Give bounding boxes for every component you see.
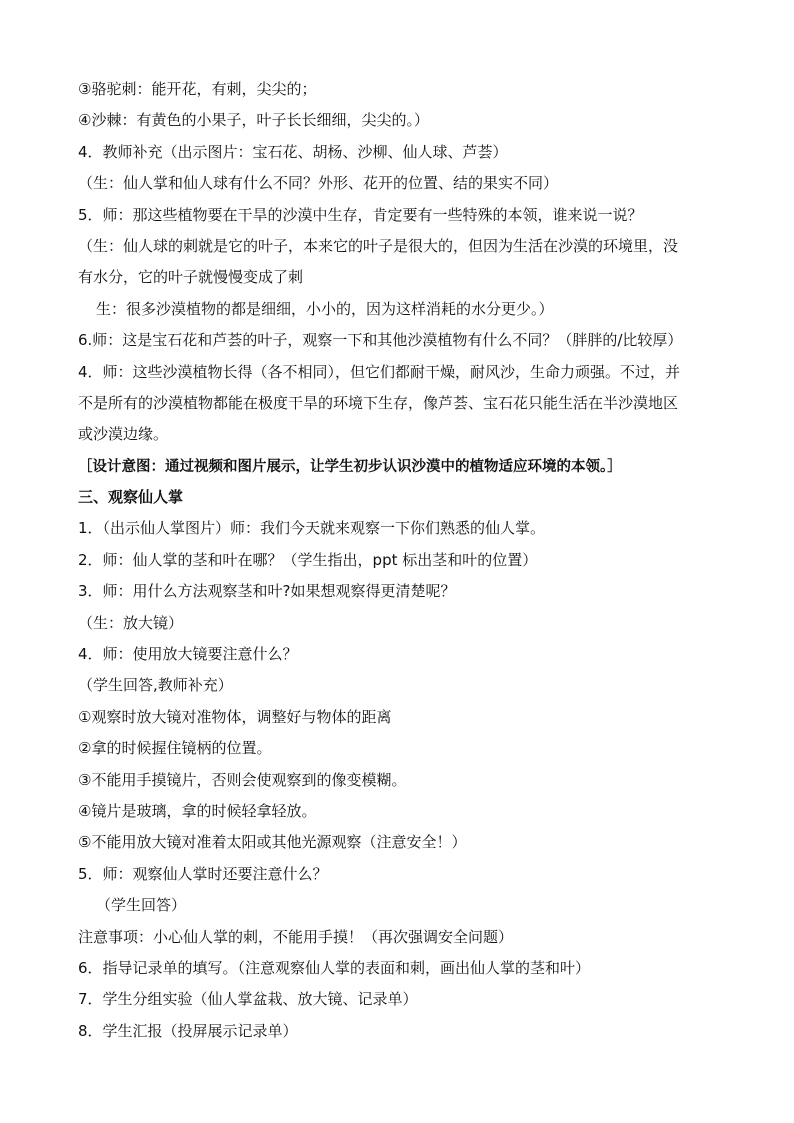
document-body [78,74,718,1047]
text-line: ③骆驼刺：能开花，有刺，尖尖的； [78,80,317,98]
text-line: 3．师：用什么方法观察茎和叶?如果想观察得更清楚呢？ [78,582,456,601]
text-line: 6.师：这是宝石花和芦荟的叶子，观察一下和其他沙漠植物有什么不同？（胖胖的/比较厚） [78,331,683,350]
section-heading: 三、观察仙人掌 [78,488,184,507]
text-line: ③不能用手摸镜片，否则会使观察到的像变模糊。 [78,770,407,789]
text-line: （生：仙人球的刺就是它的叶子，本来它的叶子是很大的，但因为生活在沙漠的环境里，没 [78,236,679,255]
text-line: ②拿的时候握住镜柄的位置。 [78,739,272,758]
text-line: 4．师：使用放大镜要注意什么？ [78,645,298,664]
text-line: 7．学生分组实验（仙人掌盆栽、放大镜、记录单） [78,990,418,1009]
text-line: 生：很多沙漠植物的都是细细，小小的，因为这样消耗的水分更少。） [96,299,554,318]
text-line: 1．（出示仙人掌图片）师：我们今天就来观察一下你们熟悉的仙人掌。 [78,519,546,538]
text-line: ①观察时放大镜对准物体，调整好与物体的距离 [78,707,392,726]
text-line: 4．教师补充（出示图片：宝石花、胡杨、沙柳、仙人球、芦荟） [78,142,508,161]
text-line: 2．师：仙人掌的茎和叶在哪？（学生指出，ppt 标出茎和叶的位置） [78,550,538,569]
text-line: ⑤不能用放大镜对准着太阳或其他光源观察（注意安全！） [78,833,467,852]
text-line: （生：仙人掌和仙人球有什么不同？外形、花开的位置、结的果实不同） [78,174,559,193]
text-line: ④沙棘：有黄色的小果子，叶子长长细细，尖尖的。） [78,111,429,130]
text-line: 6．指导记录单的填写。（注意观察仙人掌的表面和刺，画出仙人掌的茎和叶） [78,958,591,977]
text-line: 不是所有的沙漠植物都能在极度干旱的环境下生存，像芦荟、宝石花只能生活在半沙漠地区 [78,393,679,412]
text-line: 5．师：那这些植物要在干旱的沙漠中生存，肯定要有一些特殊的本领，谁来说一说？ [78,205,643,224]
text-line: ④镜片是玻璃，拿的时候轻拿轻放。 [78,801,317,820]
text-line: 8．学生汇报（投屏展示记录单） [78,1021,298,1040]
text-line: 注意事项：小心仙人掌的刺，不能用手摸！（再次强调安全问题） [78,927,514,946]
text-line: （生：放大镜） [78,613,184,632]
text-line: （学生回答） [96,896,187,915]
text-line: 4．师：这些沙漠植物长得（各不相同），但它们都耐干燥，耐风沙，生命力顽强。不过，并 [78,362,681,381]
text-line: （学生回答,教师补充） [78,676,233,695]
text-line: 5．师：观察仙人掌时还要注意什么？ [78,864,328,883]
design-intent-note: ［设计意图：通过视频和图片展示，让学生初步认识沙漠中的植物适应环境的本领。］ [78,457,622,475]
text-line: 有水分，它的叶子就慢慢变成了刺 [78,268,304,287]
text-line: 或沙漠边缘。 [78,425,169,444]
